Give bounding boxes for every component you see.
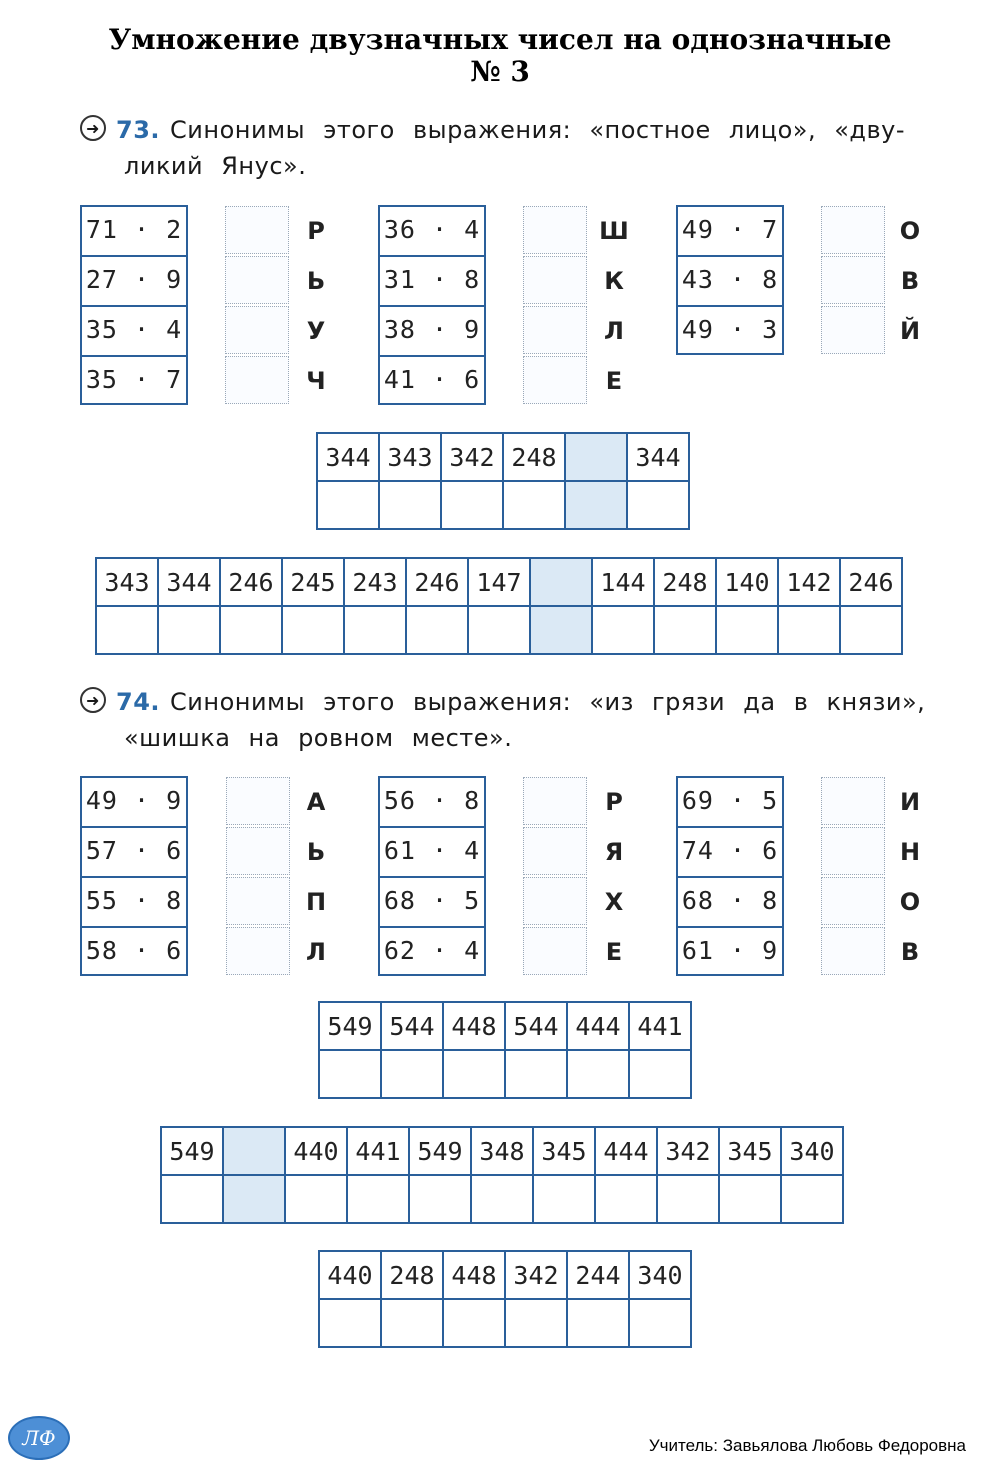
grid-number: 444 bbox=[595, 1127, 657, 1175]
expression: 56 · 8 bbox=[378, 776, 486, 826]
answer-column bbox=[821, 206, 885, 356]
cipher-letter: Ч bbox=[306, 367, 326, 395]
letter-input-cell[interactable] bbox=[716, 606, 778, 654]
answer-box[interactable] bbox=[523, 877, 587, 925]
word-space-cell bbox=[530, 606, 592, 654]
grid-number: 344 bbox=[158, 558, 220, 606]
grid-number: 342 bbox=[505, 1251, 567, 1299]
grid-number: 549 bbox=[409, 1127, 471, 1175]
expression: 35 · 4 bbox=[80, 305, 188, 355]
grid-number: 444 bbox=[567, 1002, 629, 1050]
answer-column bbox=[821, 777, 885, 977]
expression: 58 · 6 bbox=[80, 926, 188, 976]
expression-column bbox=[378, 776, 486, 976]
answer-box[interactable] bbox=[523, 206, 587, 254]
cipher-letter: Л bbox=[306, 938, 326, 966]
grid-number: 246 bbox=[406, 558, 468, 606]
cipher-letter: Л bbox=[604, 317, 624, 345]
expression: 61 · 9 bbox=[676, 926, 784, 976]
letter-input-cell[interactable] bbox=[778, 606, 840, 654]
letter-input-cell[interactable] bbox=[317, 481, 379, 529]
task-number: 73. bbox=[116, 116, 161, 144]
grid-number: 244 bbox=[567, 1251, 629, 1299]
task-text-line1: Синонимы этого выражения: «постное лицо», «дву- bbox=[170, 116, 906, 144]
grid-number: 243 bbox=[344, 558, 406, 606]
answer-box[interactable] bbox=[225, 356, 289, 404]
grid-number: 248 bbox=[654, 558, 716, 606]
letter-input-cell[interactable] bbox=[161, 1175, 223, 1223]
page-title: Умножение двузначных чисел на однозначные bbox=[108, 23, 892, 56]
expression: 38 · 9 bbox=[378, 305, 486, 355]
letter-input-cell[interactable] bbox=[657, 1175, 719, 1223]
letter-input-cell[interactable] bbox=[347, 1175, 409, 1223]
grid-number: 144 bbox=[592, 558, 654, 606]
expression-column bbox=[378, 205, 486, 405]
word-space-cell bbox=[565, 433, 627, 481]
expression-column bbox=[676, 205, 784, 355]
letter-input-cell[interactable] bbox=[629, 1050, 691, 1098]
arrow-right-circle-icon: ➜ bbox=[80, 115, 106, 141]
grid-number: 345 bbox=[719, 1127, 781, 1175]
expression: 68 · 8 bbox=[676, 876, 784, 926]
letter-input-cell[interactable] bbox=[629, 1299, 691, 1347]
answer-box[interactable] bbox=[821, 256, 885, 304]
expression: 68 · 5 bbox=[378, 876, 486, 926]
grid-number: 246 bbox=[840, 558, 902, 606]
cipher-letter: Е bbox=[605, 367, 623, 395]
cipher-letter: Ш bbox=[599, 217, 629, 245]
grid-number: 448 bbox=[443, 1251, 505, 1299]
expression: 57 · 6 bbox=[80, 826, 188, 876]
letter-input-cell[interactable] bbox=[381, 1299, 443, 1347]
grid-number: 544 bbox=[505, 1002, 567, 1050]
grid-number: 147 bbox=[468, 558, 530, 606]
answer-box[interactable] bbox=[226, 927, 290, 975]
letter-input-cell[interactable] bbox=[443, 1299, 505, 1347]
task-74-text bbox=[80, 684, 940, 756]
cipher-letter: Я bbox=[604, 838, 624, 866]
answer-box[interactable] bbox=[523, 306, 587, 354]
grid-number: 246 bbox=[220, 558, 282, 606]
expression: 49 · 9 bbox=[80, 776, 188, 826]
grid-number: 248 bbox=[381, 1251, 443, 1299]
answer-column bbox=[226, 777, 290, 977]
letter-input-cell[interactable] bbox=[158, 606, 220, 654]
letter-input-cell[interactable] bbox=[319, 1050, 381, 1098]
expression: 36 · 4 bbox=[378, 205, 486, 255]
letter-input-cell[interactable] bbox=[285, 1175, 347, 1223]
letter-column bbox=[890, 777, 930, 977]
answer-box[interactable] bbox=[225, 256, 289, 304]
letter-input-cell[interactable] bbox=[567, 1050, 629, 1098]
answer-box[interactable] bbox=[523, 827, 587, 875]
decode-grid bbox=[316, 432, 690, 530]
teacher-credit: Учитель: Завьялова Любовь Федоровна bbox=[648, 1436, 966, 1455]
cipher-letter: Р bbox=[307, 217, 325, 245]
answer-box[interactable] bbox=[523, 927, 587, 975]
expression: 49 · 7 bbox=[676, 205, 784, 255]
answer-box[interactable] bbox=[523, 777, 587, 825]
answer-box[interactable] bbox=[821, 306, 885, 354]
task-number: 74. bbox=[116, 688, 161, 716]
letter-input-cell[interactable] bbox=[505, 1050, 567, 1098]
letter-input-cell[interactable] bbox=[840, 606, 902, 654]
letter-column bbox=[296, 777, 336, 977]
letter-input-cell[interactable] bbox=[443, 1050, 505, 1098]
letter-input-cell[interactable] bbox=[379, 481, 441, 529]
cipher-letter: Ь bbox=[306, 838, 326, 866]
expression-column bbox=[80, 205, 188, 405]
decode-grid bbox=[95, 557, 903, 655]
cipher-letter: К bbox=[604, 267, 624, 295]
expression: 62 · 4 bbox=[378, 926, 486, 976]
expression: 31 · 8 bbox=[378, 255, 486, 305]
grid-number: 345 bbox=[533, 1127, 595, 1175]
cipher-letter: У bbox=[306, 317, 326, 345]
answer-box[interactable] bbox=[821, 777, 885, 825]
task-73-text bbox=[80, 112, 940, 184]
letter-input-cell[interactable] bbox=[468, 606, 530, 654]
cipher-letter: П bbox=[305, 888, 327, 916]
grid-number: 348 bbox=[471, 1127, 533, 1175]
cipher-letter: Н bbox=[899, 838, 921, 866]
cipher-letter: Е bbox=[605, 938, 623, 966]
cipher-letter: В bbox=[900, 267, 920, 295]
author-logo: ЛФ bbox=[8, 1416, 70, 1460]
decode-grid bbox=[318, 1001, 692, 1099]
grid-number: 342 bbox=[657, 1127, 719, 1175]
grid-number: 549 bbox=[319, 1002, 381, 1050]
cipher-letter: Х bbox=[604, 888, 624, 916]
decode-grid bbox=[160, 1126, 844, 1224]
answer-box[interactable] bbox=[226, 777, 290, 825]
cipher-letter: Й bbox=[899, 317, 921, 345]
grid-number: 248 bbox=[503, 433, 565, 481]
grid-number: 140 bbox=[716, 558, 778, 606]
letter-input-cell[interactable] bbox=[409, 1175, 471, 1223]
word-space-cell bbox=[223, 1175, 285, 1223]
letter-input-cell[interactable] bbox=[595, 1175, 657, 1223]
answer-box[interactable] bbox=[225, 206, 289, 254]
grid-number: 544 bbox=[381, 1002, 443, 1050]
cipher-letter: Р bbox=[605, 788, 623, 816]
letter-input-cell[interactable] bbox=[344, 606, 406, 654]
grid-number: 549 bbox=[161, 1127, 223, 1175]
letter-input-cell[interactable] bbox=[282, 606, 344, 654]
expression: 27 · 9 bbox=[80, 255, 188, 305]
cipher-letter: О bbox=[899, 888, 921, 916]
expression: 49 · 3 bbox=[676, 305, 784, 355]
cipher-letter: А bbox=[306, 788, 326, 816]
grid-number: 441 bbox=[629, 1002, 691, 1050]
answer-box[interactable] bbox=[226, 877, 290, 925]
word-space-cell bbox=[223, 1127, 285, 1175]
answer-box[interactable] bbox=[226, 827, 290, 875]
grid-number: 344 bbox=[627, 433, 689, 481]
letter-input-cell[interactable] bbox=[592, 606, 654, 654]
letter-column bbox=[594, 206, 634, 406]
task-text-line1: Синонимы этого выражения: «из грязи да в князи», bbox=[170, 688, 926, 716]
task-text-line2: «шишка на ровном месте». bbox=[124, 724, 513, 752]
grid-number: 441 bbox=[347, 1127, 409, 1175]
grid-number: 245 bbox=[282, 558, 344, 606]
letter-input-cell[interactable] bbox=[627, 481, 689, 529]
cipher-letter: В bbox=[900, 938, 920, 966]
letter-input-cell[interactable] bbox=[781, 1175, 843, 1223]
arrow-right-circle-icon: ➜ bbox=[80, 687, 106, 713]
grid-number: 343 bbox=[96, 558, 158, 606]
expression: 71 · 2 bbox=[80, 205, 188, 255]
letter-column bbox=[890, 206, 930, 356]
answer-box[interactable] bbox=[821, 206, 885, 254]
letter-input-cell[interactable] bbox=[96, 606, 158, 654]
answer-box[interactable] bbox=[523, 356, 587, 404]
letter-input-cell[interactable] bbox=[505, 1299, 567, 1347]
grid-number: 342 bbox=[441, 433, 503, 481]
letter-input-cell[interactable] bbox=[319, 1299, 381, 1347]
grid-number: 448 bbox=[443, 1002, 505, 1050]
word-space-cell bbox=[565, 481, 627, 529]
letter-input-cell[interactable] bbox=[719, 1175, 781, 1223]
expression: 61 · 4 bbox=[378, 826, 486, 876]
expression-column bbox=[80, 776, 188, 976]
word-space-cell bbox=[530, 558, 592, 606]
expression: 74 · 6 bbox=[676, 826, 784, 876]
answer-box[interactable] bbox=[821, 927, 885, 975]
letter-input-cell[interactable] bbox=[471, 1175, 533, 1223]
grid-number: 340 bbox=[629, 1251, 691, 1299]
expression: 43 · 8 bbox=[676, 255, 784, 305]
grid-number: 344 bbox=[317, 433, 379, 481]
grid-number: 340 bbox=[781, 1127, 843, 1175]
letter-input-cell[interactable] bbox=[503, 481, 565, 529]
answer-box[interactable] bbox=[821, 877, 885, 925]
answer-box[interactable] bbox=[225, 306, 289, 354]
cipher-letter: И bbox=[899, 788, 921, 816]
expression: 55 · 8 bbox=[80, 876, 188, 926]
answer-column bbox=[523, 206, 587, 406]
letter-column bbox=[594, 777, 634, 977]
letter-input-cell[interactable] bbox=[654, 606, 716, 654]
letter-input-cell[interactable] bbox=[567, 1299, 629, 1347]
task-text-line2: ликий Янус». bbox=[124, 152, 307, 180]
expression: 69 · 5 bbox=[676, 776, 784, 826]
decode-grid bbox=[318, 1250, 692, 1348]
answer-column bbox=[225, 206, 289, 406]
grid-number: 142 bbox=[778, 558, 840, 606]
cipher-letter: О bbox=[899, 217, 921, 245]
letter-input-cell[interactable] bbox=[533, 1175, 595, 1223]
page-subtitle: № 3 bbox=[470, 55, 530, 88]
answer-column bbox=[523, 777, 587, 977]
expression: 35 · 7 bbox=[80, 355, 188, 405]
answer-box[interactable] bbox=[821, 827, 885, 875]
answer-box[interactable] bbox=[523, 256, 587, 304]
grid-number: 440 bbox=[285, 1127, 347, 1175]
cipher-letter: Ь bbox=[306, 267, 326, 295]
letter-column bbox=[296, 206, 336, 406]
expression: 41 · 6 bbox=[378, 355, 486, 405]
grid-number: 440 bbox=[319, 1251, 381, 1299]
letter-input-cell[interactable] bbox=[441, 481, 503, 529]
grid-number: 343 bbox=[379, 433, 441, 481]
letter-input-cell[interactable] bbox=[381, 1050, 443, 1098]
letter-input-cell[interactable] bbox=[406, 606, 468, 654]
expression-column bbox=[676, 776, 784, 976]
letter-input-cell[interactable] bbox=[220, 606, 282, 654]
